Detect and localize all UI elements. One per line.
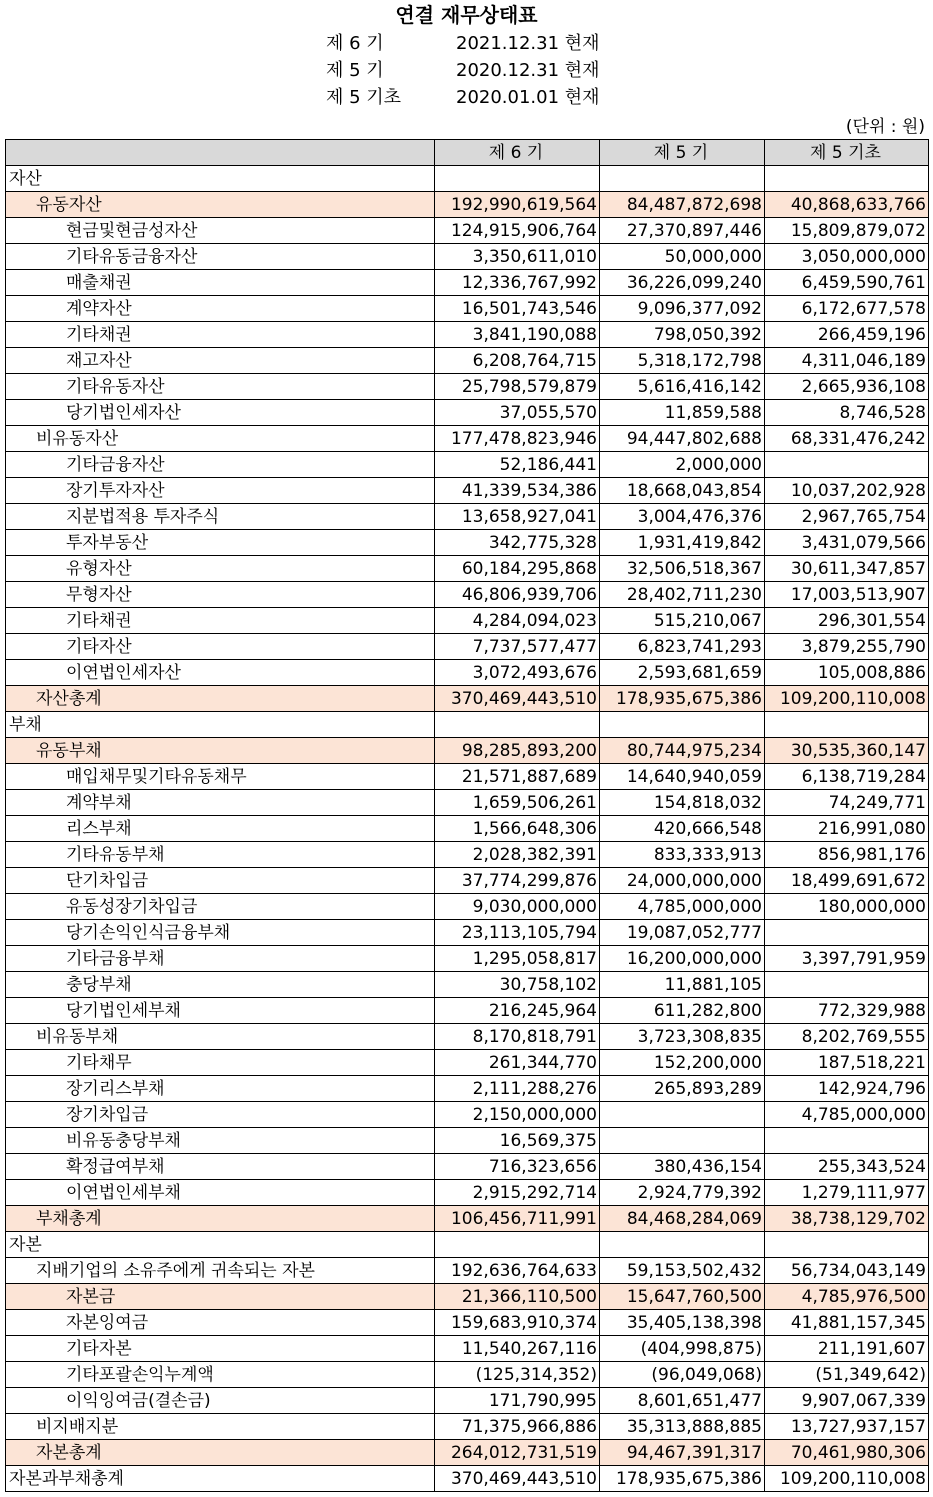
amount-cell: 41,881,157,345 (765, 1310, 929, 1336)
account-name: 자산총계 (6, 686, 435, 712)
amount-cell: 611,282,800 (600, 998, 765, 1024)
amount-cell: 105,008,886 (765, 660, 929, 686)
amount-cell: 21,366,110,500 (435, 1284, 600, 1310)
amount-cell: 8,746,528 (765, 400, 929, 426)
period-date: 2020.01.01 현재 (456, 87, 600, 108)
amount-cell (765, 452, 929, 478)
amount-cell: 14,640,940,059 (600, 764, 765, 790)
table-row (6, 660, 929, 686)
period-label: 제 6 기 (326, 33, 384, 54)
amount-cell: 36,226,099,240 (600, 270, 765, 296)
amount-cell: 50,000,000 (600, 244, 765, 270)
table-row (6, 998, 929, 1024)
table-row (6, 1414, 929, 1440)
amount-cell: 856,981,176 (765, 842, 929, 868)
account-name: 확정급여부채 (6, 1154, 435, 1180)
amount-cell: 2,028,382,391 (435, 842, 600, 868)
period-date: 2020.12.31 현재 (456, 60, 600, 81)
account-name: 당기손익인식금융부채 (6, 920, 435, 946)
amount-cell: 2,665,936,108 (765, 374, 929, 400)
amount-cell: 37,055,570 (435, 400, 600, 426)
amount-cell (600, 1102, 765, 1128)
amount-cell: 37,774,299,876 (435, 868, 600, 894)
table-row (6, 738, 929, 764)
amount-cell: 5,318,172,798 (600, 348, 765, 374)
account-name: 리스부채 (6, 816, 435, 842)
account-name: 충당부채 (6, 972, 435, 998)
amount-cell: 10,037,202,928 (765, 478, 929, 504)
account-name: 이연법인세부채 (6, 1180, 435, 1206)
amount-cell: 370,469,443,510 (435, 1466, 600, 1492)
amount-cell: 16,200,000,000 (600, 946, 765, 972)
amount-cell: 4,284,094,023 (435, 608, 600, 634)
amount-cell (765, 920, 929, 946)
amount-cell: 3,723,308,835 (600, 1024, 765, 1050)
amount-cell: 192,636,764,633 (435, 1258, 600, 1284)
table-row (6, 296, 929, 322)
amount-cell: 4,785,000,000 (765, 1102, 929, 1128)
account-name: 기타자본 (6, 1336, 435, 1362)
table-row (6, 426, 929, 452)
amount-cell: 2,915,292,714 (435, 1180, 600, 1206)
amount-cell: 420,666,548 (600, 816, 765, 842)
amount-cell: 3,004,476,376 (600, 504, 765, 530)
amount-cell: 70,461,980,306 (765, 1440, 929, 1466)
account-name: 기타금융부채 (6, 946, 435, 972)
header-period-5-begin: 제 5 기초 (765, 140, 929, 166)
account-name: 비유동부채 (6, 1024, 435, 1050)
amount-cell: 187,518,221 (765, 1050, 929, 1076)
account-name: 기타채무 (6, 1050, 435, 1076)
account-name: 부채 (6, 712, 435, 738)
table-row (6, 1388, 929, 1414)
table-row (6, 634, 929, 660)
amount-cell: 2,593,681,659 (600, 660, 765, 686)
amount-cell: 2,150,000,000 (435, 1102, 600, 1128)
account-name: 기타채권 (6, 322, 435, 348)
table-row (6, 582, 929, 608)
amount-cell: 4,785,976,500 (765, 1284, 929, 1310)
amount-cell: 24,000,000,000 (600, 868, 765, 894)
account-name: 장기리스부채 (6, 1076, 435, 1102)
account-name: 계약부채 (6, 790, 435, 816)
amount-cell: 30,535,360,147 (765, 738, 929, 764)
account-name: 기타자산 (6, 634, 435, 660)
account-name: 현금및현금성자산 (6, 218, 435, 244)
table-row (6, 400, 929, 426)
amount-cell: 18,668,043,854 (600, 478, 765, 504)
amount-cell: (404,998,875) (600, 1336, 765, 1362)
amount-cell: 8,202,769,555 (765, 1024, 929, 1050)
amount-cell: 12,336,767,992 (435, 270, 600, 296)
table-row (6, 166, 929, 192)
amount-cell: 21,571,887,689 (435, 764, 600, 790)
amount-cell: 211,191,607 (765, 1336, 929, 1362)
table-row (6, 868, 929, 894)
amount-cell: 8,601,651,477 (600, 1388, 765, 1414)
amount-cell: 9,907,067,339 (765, 1388, 929, 1414)
amount-cell: 177,478,823,946 (435, 426, 600, 452)
amount-cell: 1,295,058,817 (435, 946, 600, 972)
amount-cell: 3,841,190,088 (435, 322, 600, 348)
amount-cell: 25,798,579,879 (435, 374, 600, 400)
amount-cell: 23,113,105,794 (435, 920, 600, 946)
account-name: 지배기업의 소유주에게 귀속되는 자본 (6, 1258, 435, 1284)
table-row (6, 218, 929, 244)
account-name: 계약자산 (6, 296, 435, 322)
amount-cell: 56,734,043,149 (765, 1258, 929, 1284)
amount-cell: 6,208,764,715 (435, 348, 600, 374)
amount-cell: 192,990,619,564 (435, 192, 600, 218)
amount-cell: 342,775,328 (435, 530, 600, 556)
table-row (6, 348, 929, 374)
unit-label: (단위 : 원) (845, 117, 925, 137)
amount-cell: 11,540,267,116 (435, 1336, 600, 1362)
amount-cell: 46,806,939,706 (435, 582, 600, 608)
amount-cell: 94,447,802,688 (600, 426, 765, 452)
account-name: 매입채무및기타유동채무 (6, 764, 435, 790)
account-name: 지분법적용 투자주식 (6, 504, 435, 530)
amount-cell (765, 972, 929, 998)
account-name: 자본금 (6, 1284, 435, 1310)
amount-cell (765, 1128, 929, 1154)
amount-cell (435, 166, 600, 192)
amount-cell: 19,087,052,777 (600, 920, 765, 946)
account-name: 자본 (6, 1232, 435, 1258)
amount-cell: 2,000,000 (600, 452, 765, 478)
table-row (6, 270, 929, 296)
account-name: 유동성장기차입금 (6, 894, 435, 920)
amount-cell: 264,012,731,519 (435, 1440, 600, 1466)
table-row (6, 374, 929, 400)
period-line-1 (326, 32, 600, 56)
amount-cell: 1,279,111,977 (765, 1180, 929, 1206)
amount-cell: 8,170,818,791 (435, 1024, 600, 1050)
amount-cell: 261,344,770 (435, 1050, 600, 1076)
table-row (6, 894, 929, 920)
account-name: 단기차입금 (6, 868, 435, 894)
amount-cell: 40,868,633,766 (765, 192, 929, 218)
table-row (6, 712, 929, 738)
amount-cell: 32,506,518,367 (600, 556, 765, 582)
amount-cell: (51,349,642) (765, 1362, 929, 1388)
amount-cell: 1,931,419,842 (600, 530, 765, 556)
account-name: 투자부동산 (6, 530, 435, 556)
amount-cell: 109,200,110,008 (765, 1466, 929, 1492)
amount-cell: 74,249,771 (765, 790, 929, 816)
amount-cell: 3,431,079,566 (765, 530, 929, 556)
amount-cell: 16,501,743,546 (435, 296, 600, 322)
amount-cell: 3,072,493,676 (435, 660, 600, 686)
table-row (6, 1024, 929, 1050)
amount-cell: 296,301,554 (765, 608, 929, 634)
amount-cell: 80,744,975,234 (600, 738, 765, 764)
table-row (6, 452, 929, 478)
amount-cell: 11,881,105 (600, 972, 765, 998)
account-name: 장기투자자산 (6, 478, 435, 504)
period-label: 제 5 기 (326, 60, 384, 81)
amount-cell: 216,991,080 (765, 816, 929, 842)
table-row (6, 1180, 929, 1206)
table-row (6, 1284, 929, 1310)
table-row (6, 1466, 929, 1492)
amount-cell: 52,186,441 (435, 452, 600, 478)
account-name: 장기차입금 (6, 1102, 435, 1128)
table-row (6, 764, 929, 790)
table-row (6, 530, 929, 556)
amount-cell: 41,339,534,386 (435, 478, 600, 504)
table-row (6, 1050, 929, 1076)
amount-cell: 30,611,347,857 (765, 556, 929, 582)
amount-cell (435, 1232, 600, 1258)
amount-cell: 266,459,196 (765, 322, 929, 348)
amount-cell: (96,049,068) (600, 1362, 765, 1388)
amount-cell: 515,210,067 (600, 608, 765, 634)
amount-cell: 13,658,927,041 (435, 504, 600, 530)
table-row (6, 920, 929, 946)
amount-cell: 1,566,648,306 (435, 816, 600, 842)
account-name: 자본과부채총계 (6, 1466, 435, 1492)
amount-cell: 38,738,129,702 (765, 1206, 929, 1232)
amount-cell: 6,459,590,761 (765, 270, 929, 296)
account-name: 유동자산 (6, 192, 435, 218)
amount-cell (765, 166, 929, 192)
account-name: 기타유동부채 (6, 842, 435, 868)
amount-cell (600, 1232, 765, 1258)
account-name: 기타유동금융자산 (6, 244, 435, 270)
table-row (6, 1102, 929, 1128)
account-name: 비유동자산 (6, 426, 435, 452)
header-period-6: 제 6 기 (435, 140, 600, 166)
amount-cell: 84,468,284,069 (600, 1206, 765, 1232)
table-row (6, 1336, 929, 1362)
amount-cell: 6,172,677,578 (765, 296, 929, 322)
account-name: 당기법인세부채 (6, 998, 435, 1024)
amount-cell (765, 1232, 929, 1258)
amount-cell: 2,967,765,754 (765, 504, 929, 530)
account-name: 비지배지분 (6, 1414, 435, 1440)
amount-cell: 11,859,588 (600, 400, 765, 426)
amount-cell: 154,818,032 (600, 790, 765, 816)
account-name: 매출채권 (6, 270, 435, 296)
amount-cell: 178,935,675,386 (600, 686, 765, 712)
amount-cell: 5,616,416,142 (600, 374, 765, 400)
account-name: 유동부채 (6, 738, 435, 764)
table-row (6, 842, 929, 868)
account-name: 기타유동자산 (6, 374, 435, 400)
amount-cell: 2,924,779,392 (600, 1180, 765, 1206)
period-date: 2021.12.31 현재 (456, 33, 600, 54)
account-name: 자본총계 (6, 1440, 435, 1466)
amount-cell (435, 712, 600, 738)
account-name: 당기법인세자산 (6, 400, 435, 426)
amount-cell: 94,467,391,317 (600, 1440, 765, 1466)
amount-cell: 109,200,110,008 (765, 686, 929, 712)
period-line-2 (326, 59, 600, 83)
amount-cell: 6,823,741,293 (600, 634, 765, 660)
amount-cell (765, 712, 929, 738)
table-row (6, 478, 929, 504)
amount-cell: 106,456,711,991 (435, 1206, 600, 1232)
amount-cell: 35,405,138,398 (600, 1310, 765, 1336)
amount-cell: 6,138,719,284 (765, 764, 929, 790)
statement-title: 연결 재무상태표 (395, 3, 538, 27)
amount-cell: 4,785,000,000 (600, 894, 765, 920)
amount-cell: 9,030,000,000 (435, 894, 600, 920)
amount-cell: 178,935,675,386 (600, 1466, 765, 1492)
table-row (6, 1232, 929, 1258)
amount-cell: 13,727,937,157 (765, 1414, 929, 1440)
table-row (6, 1310, 929, 1336)
amount-cell: 180,000,000 (765, 894, 929, 920)
amount-cell: 142,924,796 (765, 1076, 929, 1102)
amount-cell: 17,003,513,907 (765, 582, 929, 608)
amount-cell (600, 1128, 765, 1154)
account-name: 재고자산 (6, 348, 435, 374)
amount-cell (600, 166, 765, 192)
amount-cell: 833,333,913 (600, 842, 765, 868)
table-row (6, 192, 929, 218)
table-row (6, 686, 929, 712)
table-row (6, 1258, 929, 1284)
amount-cell: 59,153,502,432 (600, 1258, 765, 1284)
amount-cell: 9,096,377,092 (600, 296, 765, 322)
amount-cell: 265,893,289 (600, 1076, 765, 1102)
amount-cell: 27,370,897,446 (600, 218, 765, 244)
amount-cell: 7,737,577,477 (435, 634, 600, 660)
amount-cell: 18,499,691,672 (765, 868, 929, 894)
table-row (6, 1128, 929, 1154)
amount-cell (600, 712, 765, 738)
amount-cell: 68,331,476,242 (765, 426, 929, 452)
account-name: 무형자산 (6, 582, 435, 608)
amount-cell: 3,350,611,010 (435, 244, 600, 270)
amount-cell: (125,314,352) (435, 1362, 600, 1388)
amount-cell: 28,402,711,230 (600, 582, 765, 608)
amount-cell: 1,659,506,261 (435, 790, 600, 816)
account-name: 자산 (6, 166, 435, 192)
amount-cell: 30,758,102 (435, 972, 600, 998)
amount-cell: 152,200,000 (600, 1050, 765, 1076)
amount-cell: 159,683,910,374 (435, 1310, 600, 1336)
table-row (6, 1440, 929, 1466)
account-name: 기타금융자산 (6, 452, 435, 478)
amount-cell: 216,245,964 (435, 998, 600, 1024)
amount-cell: 4,311,046,189 (765, 348, 929, 374)
header-period-5: 제 5 기 (600, 140, 765, 166)
account-name: 이익잉여금(결손금) (6, 1388, 435, 1414)
table-row (6, 608, 929, 634)
table-row (6, 1362, 929, 1388)
amount-cell: 171,790,995 (435, 1388, 600, 1414)
table-row (6, 556, 929, 582)
amount-cell: 798,050,392 (600, 322, 765, 348)
account-name: 기타포괄손익누계액 (6, 1362, 435, 1388)
amount-cell: 2,111,288,276 (435, 1076, 600, 1102)
account-name: 유형자산 (6, 556, 435, 582)
period-line-3 (326, 86, 600, 110)
balance-sheet-table (5, 139, 929, 1492)
amount-cell: 60,184,295,868 (435, 556, 600, 582)
amount-cell: 3,050,000,000 (765, 244, 929, 270)
table-row (6, 946, 929, 972)
table-row (6, 322, 929, 348)
amount-cell: 71,375,966,886 (435, 1414, 600, 1440)
table-row (6, 790, 929, 816)
account-name: 이연법인세자산 (6, 660, 435, 686)
table-row (6, 972, 929, 998)
amount-cell: 16,569,375 (435, 1128, 600, 1154)
amount-cell: 3,397,791,959 (765, 946, 929, 972)
amount-cell: 772,329,988 (765, 998, 929, 1024)
amount-cell: 370,469,443,510 (435, 686, 600, 712)
table-row (6, 1206, 929, 1232)
amount-cell: 3,879,255,790 (765, 634, 929, 660)
table-header-row (6, 140, 929, 166)
amount-cell: 35,313,888,885 (600, 1414, 765, 1440)
amount-cell: 84,487,872,698 (600, 192, 765, 218)
table-row (6, 244, 929, 270)
amount-cell: 15,647,760,500 (600, 1284, 765, 1310)
account-name: 부채총계 (6, 1206, 435, 1232)
amount-cell: 15,809,879,072 (765, 218, 929, 244)
header-account (6, 140, 435, 166)
table-row (6, 1076, 929, 1102)
account-name: 기타채권 (6, 608, 435, 634)
amount-cell: 716,323,656 (435, 1154, 600, 1180)
account-name: 자본잉여금 (6, 1310, 435, 1336)
account-name: 비유동충당부채 (6, 1128, 435, 1154)
table-row (6, 816, 929, 842)
table-row (6, 504, 929, 530)
amount-cell: 124,915,906,764 (435, 218, 600, 244)
amount-cell: 255,343,524 (765, 1154, 929, 1180)
period-label: 제 5 기초 (326, 87, 402, 108)
amount-cell: 98,285,893,200 (435, 738, 600, 764)
table-row (6, 1154, 929, 1180)
amount-cell: 380,436,154 (600, 1154, 765, 1180)
